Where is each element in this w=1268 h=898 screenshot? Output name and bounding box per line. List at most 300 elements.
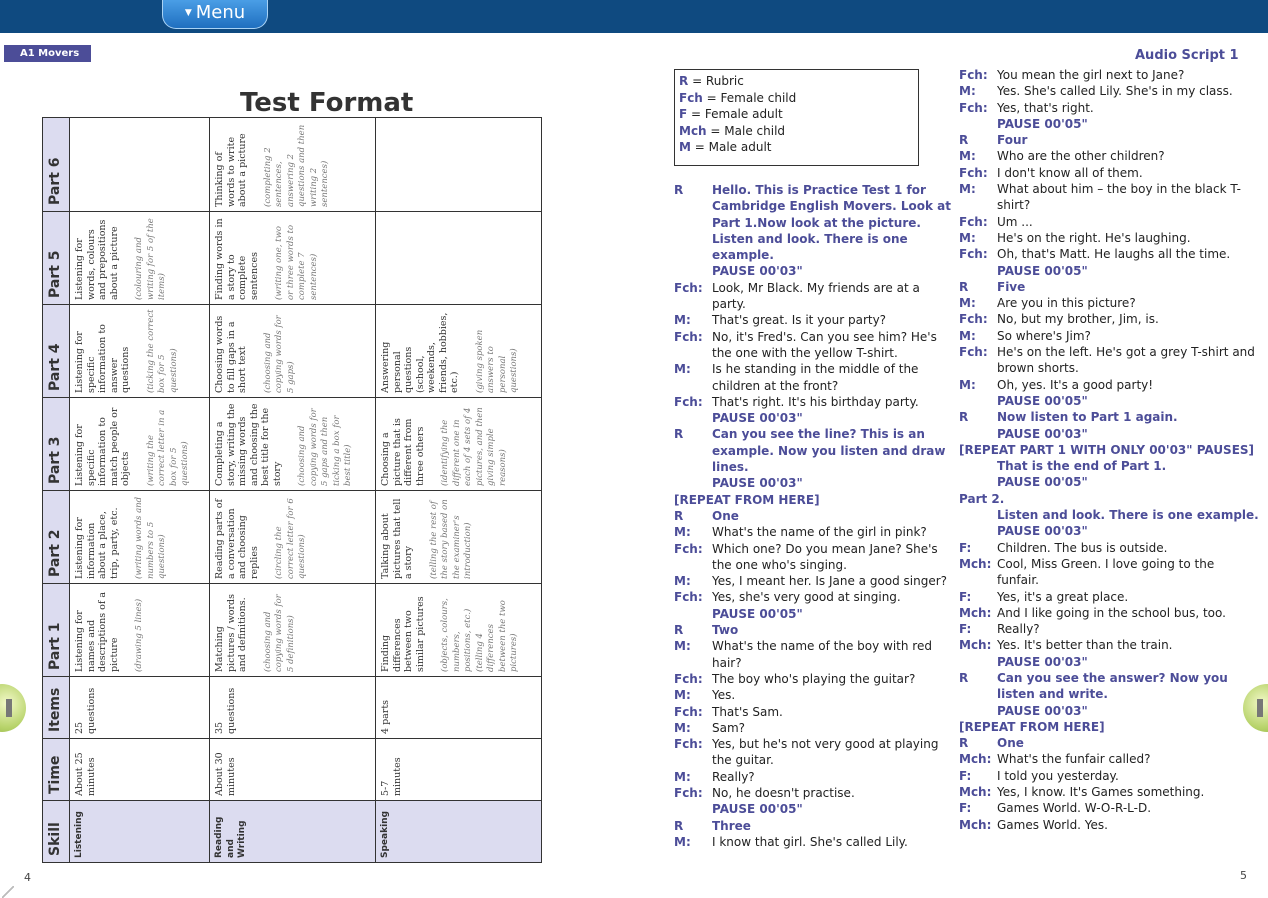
speaker-label: M: [959, 182, 976, 197]
legend-key: M [679, 140, 691, 154]
script-line [674, 394, 956, 410]
part-cell [70, 398, 210, 491]
speaker-label [674, 606, 712, 622]
rubric-text: Listen and look. There is one example. [997, 508, 1259, 523]
dialogue-text: Yes, but he's not very good at playing the guitar. [712, 737, 939, 768]
speaker-label: Fch: [959, 100, 988, 115]
script-line [959, 735, 1259, 751]
speaker-label: R [674, 508, 684, 523]
dialogue-text: That's great. Is it your party? [712, 313, 887, 328]
script-line [959, 409, 1259, 425]
dialogue-text: Children. The bus is outside. [997, 540, 1168, 555]
script-line [959, 654, 1259, 670]
script-line [959, 295, 1259, 311]
part-task-note: (choosing and copying words for 5 gaps) [262, 315, 296, 393]
part-task-note: (choosing and copying words for 5 gaps and then ticking a box for best title) [297, 408, 354, 486]
dialogue-text: No, it's Fred's. Can you see him? He's the one with the yellow T-shirt. [712, 329, 937, 360]
speaker-label: Fch: [674, 590, 703, 605]
speaker-label: R [959, 736, 969, 751]
speaker-label [674, 475, 712, 491]
part-description: Listening for specific information to match people or objects [74, 407, 131, 486]
items-cell: 25 questions [70, 677, 210, 739]
script-column-right [959, 67, 1259, 833]
script-direction: [REPEAT PART 1 WITH ONLY 00'03" PAUSES] [959, 442, 1255, 457]
speaker-label: M: [674, 525, 691, 540]
part-cell [210, 491, 376, 584]
speaker-label: F: [959, 540, 972, 555]
dialogue-text: Who are the other children? [997, 149, 1165, 164]
script-line [959, 784, 1259, 800]
script-line [959, 800, 1259, 816]
dialogue-text: That's right. It's his birthday party. [712, 394, 919, 409]
speaker-label: Mch: [959, 605, 992, 620]
legend-value: = Rubric [688, 74, 744, 88]
speaker-label [959, 474, 997, 490]
speaker-label: M: [959, 377, 976, 392]
part-description: Choosing words to fill gaps in a short text [214, 315, 249, 393]
skill-cell: Reading and Writing [210, 801, 376, 863]
dialogue-text: Yes, I know. It's Games something. [997, 785, 1205, 800]
table-row [376, 118, 542, 863]
legend-value: = Female child [702, 90, 797, 105]
script-line [674, 508, 956, 524]
speaker-label: M: [674, 313, 691, 328]
script-direction: [REPEAT FROM HERE] [959, 719, 1105, 734]
script-line [674, 541, 956, 574]
part-description: Listening for specific information to answer questions [74, 324, 131, 393]
legend-value: = Male adult [690, 140, 772, 154]
script-line [959, 116, 1259, 132]
table-row [70, 118, 210, 863]
previous-page-button[interactable] [0, 684, 26, 732]
script-line [674, 704, 956, 720]
script-line [959, 165, 1259, 181]
script-line [674, 280, 956, 313]
speaker-label: F: [959, 589, 972, 604]
part-cell [70, 118, 210, 212]
speaker-label [959, 263, 997, 279]
part-description: Answering personal questions (school, weekends, friends, hobbies, etc.) [380, 312, 461, 393]
table-header-cell: Part 2 [43, 491, 70, 584]
table-row [210, 118, 376, 863]
speaker-label: M: [959, 328, 976, 343]
part-task-note: (colouring and writing for 5 of the items) [134, 218, 167, 300]
script-line [674, 573, 956, 589]
part-description: Choosing a picture that is different from three others [380, 418, 426, 486]
script-line [674, 263, 956, 279]
speaker-label: M: [674, 362, 691, 377]
rubric-text: PAUSE 00'03" [997, 654, 1088, 669]
rubric-text: PAUSE 00'05" [997, 475, 1088, 490]
speaker-label [959, 393, 997, 409]
speaker-label: F: [959, 801, 972, 816]
table-header-cell: Part 3 [43, 398, 70, 491]
script-line [959, 589, 1259, 605]
speaker-label [674, 801, 712, 817]
top-toolbar [0, 0, 1268, 33]
script-line [959, 556, 1259, 589]
dialogue-text: That's Sam. [712, 704, 783, 719]
previous-arrow-icon [6, 699, 12, 717]
script-line [959, 263, 1259, 279]
part-cell [376, 584, 542, 677]
dialogue-text: Yes. It's better than the train. [997, 638, 1173, 653]
speaker-label: Fch: [674, 394, 703, 409]
rubric-text: One [712, 508, 739, 523]
script-direction: [REPEAT FROM HERE] [674, 492, 820, 507]
script-line [674, 426, 956, 475]
part-task-note: (objects, colours, numbers, positions, etc.) (telling 4 differences between the two pictures) [440, 598, 520, 672]
part-task-note: (writing words and numbers to 5 questions) [134, 496, 167, 579]
part-task-note: (telling the rest of the story based on the examiner's introduction) [428, 499, 474, 579]
script-line [674, 312, 956, 328]
table-header-cell: Time [43, 739, 70, 801]
part-cell [210, 398, 376, 491]
rubric-text: Can you see the answer? Now you listen and write. [997, 670, 1228, 702]
script-line [674, 410, 956, 426]
rubric-text: PAUSE 00'05" [997, 393, 1088, 408]
script-line [674, 475, 956, 491]
speaker-label: Fch: [674, 671, 703, 686]
part-cell [70, 305, 210, 398]
audio-script-header: Audio Script 1 [1135, 48, 1239, 63]
speaker-label: Fch: [674, 785, 703, 800]
speaker-label: R [674, 427, 684, 442]
part-cell [376, 491, 542, 584]
rubric-text: One [997, 736, 1024, 751]
part-description: Finding words in a story to complete sentences [214, 218, 260, 300]
part-task-note: (identifying the different one in each of 4 sets of 4 pictures, and then giving simple reasons) [440, 407, 508, 486]
speaker-label: M: [674, 639, 691, 654]
part-cell [376, 398, 542, 491]
rubric-text: PAUSE 00'05" [997, 263, 1088, 278]
dialogue-text: Um ... [997, 214, 1033, 229]
table-header-cell: Part 5 [43, 212, 70, 305]
rubric-text: PAUSE 00'03" [997, 703, 1088, 718]
menu-label: Menu [195, 2, 246, 23]
part-description: Thinking of words to write about a picture [214, 133, 249, 207]
speaker-label [959, 654, 997, 670]
part-cell [210, 584, 376, 677]
script-line [674, 638, 956, 671]
script-line [959, 377, 1259, 393]
script-line [959, 214, 1259, 230]
dialogue-text: No, he doesn't practise. [712, 785, 855, 800]
dialogue-text: Oh, yes. It's a good party! [997, 377, 1154, 392]
rubric-text: PAUSE 00'05" [712, 606, 803, 621]
speaker-label: M: [959, 296, 976, 311]
part-task-note: (giving spoken answers to personal questions) [474, 329, 520, 393]
part-description: Listening for information about a place, trip, party, etc. [74, 507, 120, 579]
legend-entry [679, 139, 914, 156]
level-badge: A1 Movers [4, 45, 91, 62]
script-line [674, 801, 956, 817]
script-line [959, 817, 1259, 833]
table-header-cell: Part 6 [43, 118, 70, 212]
part-task-note: (ticking the correct box for 5 questions) [145, 309, 179, 393]
dialogue-text: I don't know all of them. [997, 165, 1143, 180]
script-line [959, 246, 1259, 262]
part-description: Listening for names and descriptions of a picture [74, 591, 120, 672]
page-corner-icon [2, 886, 14, 898]
table-header-cell: Part 1 [43, 584, 70, 677]
part-description: Finding differences between two similar pictures [380, 596, 426, 672]
legend-key: R [679, 74, 689, 88]
speaker-label: Fch: [674, 329, 703, 344]
legend-entry [679, 106, 914, 123]
legend-entry [679, 90, 914, 107]
skill-cell: Listening [70, 801, 210, 863]
part-cell [376, 212, 542, 305]
speaker-label: M: [674, 688, 691, 703]
dialogue-text: Oh, that's Matt. He laughs all the time. [997, 247, 1231, 262]
speaker-label: Fch: [959, 247, 988, 262]
part-task-note: (writing the correct letter in a box for 5 questions) [145, 409, 190, 486]
dialogue-text: Yes, she's very good at singing. [712, 590, 901, 605]
script-direction: Part 2. [959, 491, 1005, 506]
script-line [959, 474, 1259, 490]
part-description: Reading parts of a conversation and choosing replies [214, 498, 260, 579]
time-cell: 5-7 minutes [376, 739, 542, 801]
script-line [959, 540, 1259, 556]
dialogue-text: Is he standing in the middle of the children at the front? [712, 362, 919, 393]
dialogue-text: Games World. W-O-R-L-D. [997, 801, 1152, 816]
skill-cell: Speaking [376, 801, 542, 863]
script-column-left [674, 182, 956, 850]
dialogue-text: What's the funfair called? [997, 752, 1151, 767]
dialogue-text: Really? [712, 769, 755, 784]
rubric-text: PAUSE 00'03" [997, 524, 1088, 539]
script-line [959, 637, 1259, 653]
rubric-text: Four [997, 133, 1028, 148]
table-header-cell: Part 4 [43, 305, 70, 398]
speaker-label [959, 116, 997, 132]
speaker-label: Fch: [674, 541, 703, 556]
dialogue-text: Yes, it's a great place. [997, 589, 1129, 604]
speaker-label: Fch: [674, 280, 703, 295]
speaker-label: R [674, 183, 684, 197]
part-description: Completing a story, writing the missing words and choosing the best title for the story [214, 403, 283, 486]
part-task-note: (completing 2 sentences, answering 2 questions and then writing 2 sentences) [262, 124, 331, 207]
speaker-label: Mch: [959, 785, 992, 800]
items-cell: 4 parts [376, 677, 542, 739]
speaker-label: Mch: [959, 752, 992, 767]
script-line [959, 148, 1259, 164]
table-header-cell: Items [43, 677, 70, 739]
dialogue-text: Yes, that's right. [997, 100, 1094, 115]
rubric-text: PAUSE 00'03" [712, 476, 803, 491]
speaker-label: F: [959, 622, 972, 637]
left-page-number: 4 [24, 871, 31, 884]
rubric-text: Two [712, 623, 739, 638]
rubric-text: PAUSE 00'03" [997, 426, 1088, 441]
script-line [959, 393, 1259, 409]
speaker-label [674, 410, 712, 426]
part-task-note: (writing one, two or three words to complete 7 sentences) [274, 224, 319, 300]
test-format-table [42, 118, 542, 863]
speaker-label [959, 523, 997, 539]
dialogue-text: Which one? Do you mean Jane? She's the one who's singing. [712, 541, 938, 572]
dialogue-text: You mean the girl next to Jane? [997, 68, 1185, 82]
part-description: Talking about pictures that tell a story [380, 498, 415, 579]
speaker-label: M: [959, 149, 976, 164]
dialogue-text: Games World. Yes. [997, 817, 1108, 832]
speaker-label: R [959, 410, 969, 425]
rubric-text: That is the end of Part 1. [997, 459, 1167, 474]
script-line [959, 605, 1259, 621]
speaker-label: Fch: [959, 165, 988, 180]
dialogue-text: Really? [997, 622, 1040, 637]
speaker-label: Mch: [959, 817, 992, 832]
speaker-label [674, 263, 712, 279]
legend-value: = Male child [706, 123, 786, 138]
script-line [959, 279, 1259, 295]
dialogue-text: He's on the left. He's got a grey T-shirt and brown shorts. [997, 345, 1255, 376]
legend-key: Mch [679, 123, 707, 138]
dialogue-text: He's on the right. He's laughing. [997, 230, 1191, 245]
speaker-label: M: [959, 84, 976, 99]
time-cell: About 25 minutes [70, 739, 210, 801]
speaker-label: R [674, 818, 684, 833]
legend-key: F [679, 107, 688, 121]
time-cell: About 30 minutes [210, 739, 376, 801]
part-task-note: (drawing 5 lines) [134, 598, 144, 672]
script-line [959, 426, 1259, 442]
script-line [959, 751, 1259, 767]
speaker-legend [674, 69, 919, 166]
script-line [674, 622, 956, 638]
script-line [959, 507, 1259, 523]
speaker-label: Fch: [959, 214, 988, 229]
legend-value: = Female adult [687, 107, 783, 121]
script-line [959, 67, 1259, 83]
dialogue-text: I told you yesterday. [997, 768, 1119, 783]
part-cell [376, 118, 542, 212]
speaker-label: R [959, 133, 969, 148]
script-line [959, 328, 1259, 344]
page-title: Test Format [240, 88, 414, 118]
script-line [959, 230, 1259, 246]
script-line [959, 523, 1259, 539]
dialogue-text: The boy who's playing the guitar? [712, 671, 916, 686]
script-line [674, 834, 956, 850]
speaker-label: Fch: [959, 345, 988, 360]
dialogue-text: So where's Jim? [997, 328, 1091, 343]
script-line [959, 100, 1259, 116]
script-line [959, 344, 1259, 377]
rubric-text: Now listen to Part 1 again. [997, 410, 1178, 425]
speaker-label: M: [674, 769, 691, 784]
script-line [959, 83, 1259, 99]
chevron-down-icon: ▼ [184, 8, 192, 18]
script-line [674, 524, 956, 540]
dialogue-text: Sam? [712, 720, 746, 735]
rubric-text: PAUSE 00'03" [712, 264, 803, 279]
script-line [959, 703, 1259, 719]
part-cell [70, 491, 210, 584]
script-line [674, 769, 956, 785]
part-cell [210, 305, 376, 398]
dialogue-text: Look, Mr Black. My friends are at a party. [712, 280, 920, 312]
speaker-label: R [959, 279, 969, 294]
dialogue-text: No, but my brother, Jim, is. [997, 312, 1159, 327]
dialogue-text: Cool, Miss Green. I love going to the funfair. [997, 556, 1215, 588]
dialogue-text: What's the name of the boy with red hair? [712, 639, 932, 670]
script-line [674, 589, 956, 605]
dialogue-text: Yes. She's called Lily. She's in my class. [997, 84, 1233, 99]
rubric-text: PAUSE 00'05" [997, 116, 1088, 131]
script-line [674, 720, 956, 736]
part-cell [70, 584, 210, 677]
speaker-label [959, 426, 997, 442]
script-line [674, 687, 956, 703]
script-line [674, 671, 956, 687]
rubric-text: Hello. This is Practice Test 1 for Cambridge English Movers. Look at Part 1.Now look at the picture. Listen and look. There is one example. [712, 183, 952, 263]
script-line [959, 311, 1259, 327]
speaker-label: M: [674, 574, 691, 589]
speaker-label: Mch: [959, 556, 992, 571]
part-cell [376, 305, 542, 398]
rubric-text: Three [712, 818, 751, 833]
rubric-text: Five [997, 279, 1026, 294]
rubric-text: PAUSE 00'03" [712, 411, 803, 426]
part-task-note: (circling the correct letter for 6 questions) [274, 498, 308, 579]
right-page-number: 5 [1240, 869, 1247, 882]
speaker-label [959, 507, 997, 523]
speaker-label: Fch: [959, 68, 988, 82]
dialogue-text: What about him – the boy in the black T-shirt? [997, 182, 1241, 213]
script-line [674, 182, 956, 263]
speaker-label: M: [674, 720, 691, 735]
speaker-label: Mch: [959, 638, 992, 653]
part-description: Matching pictures / words and definitions. [214, 593, 249, 672]
rubric-text: PAUSE 00'05" [712, 802, 803, 817]
legend-entry [679, 123, 914, 140]
rubric-text: Can you see the line? This is an example. Now you listen and draw lines. [712, 427, 946, 475]
script-line [674, 361, 956, 394]
script-line [674, 818, 956, 834]
script-line [674, 736, 956, 769]
part-cell [70, 212, 210, 305]
part-description: Listening for words, colours and prepositions about a picture [74, 219, 120, 300]
dialogue-text: And I like going in the school bus, too. [997, 605, 1226, 620]
script-line [959, 132, 1259, 148]
speaker-label [959, 458, 997, 474]
speaker-label: Fch: [674, 737, 703, 752]
dialogue-text: Yes. [712, 688, 736, 703]
speaker-label [959, 703, 997, 719]
items-cell: 35 questions [210, 677, 376, 739]
script-line [959, 670, 1259, 703]
script-line [959, 621, 1259, 637]
part-cell [210, 212, 376, 305]
script-line [674, 606, 956, 622]
legend-key: Fch [679, 90, 703, 105]
dialogue-text: What's the name of the girl in pink? [712, 525, 927, 540]
speaker-label: Fch: [674, 704, 703, 719]
table-header-cell: Skill [43, 801, 70, 863]
menu-button[interactable] [162, 0, 268, 29]
script-line [674, 329, 956, 362]
script-line [959, 458, 1259, 474]
part-cell [210, 118, 376, 212]
legend-entry [679, 73, 914, 90]
script-line [959, 768, 1259, 784]
dialogue-text: Are you in this picture? [997, 296, 1136, 311]
speaker-label: Fch: [959, 312, 988, 327]
dialogue-text: Yes, I meant her. Is Jane a good singer? [712, 574, 948, 589]
script-line [674, 785, 956, 801]
